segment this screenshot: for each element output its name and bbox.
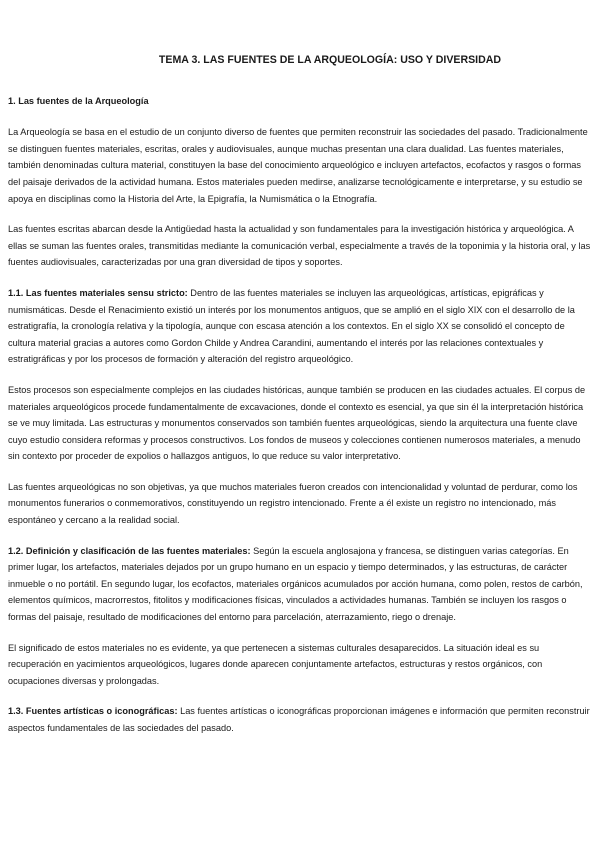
section-heading-1-2: 1.2. Definición y clasificación de las fuentes materiales: — [8, 545, 251, 556]
paragraph-historic-cities: Estos procesos son especialmente complejos en las ciudades históricas, aunque también se producen en las ciudades actuales. El corpus de materiales arqueológicos procede fundamentalmente de excavaciones, donde el contexto es esencial, ya que sin él la interpretación histórica se ve muy limitada. Las estructuras y monumentos conservados son también fuentes arqueológicas, siendo la arquitectura una fuente clave cuyo estudio considera reformas y procesos constructivos. Los fondos de museos y colecciones contienen numerosos materiales, a menudo sin contexto por proceder de expolios o hallazgos antiguos, lo que reduce su valor interpretativo. — [8, 384, 586, 462]
paragraph-section-1-2 — [8, 543, 592, 626]
section-1-2-text: Según la escuela anglosajona y francesa, se distinguen varias categorías. En primer lugar, los artefactos, materiales dejados por un grupo humano en un espacio y tiempo determinados, y las estructuras, de carácter inmueble o no portátil. En segundo lugar, los ecofactos, materiales orgánicos acumulados por acción humana, como polen, restos de carbón, elementos químicos, macrorrestos, fitolitos y modificaciones físicas, vinculados a actividades humanas. También se incluyen los rasgos o formas del paisaje, resultado de modificaciones del entorno para parcelación, aterrazamiento, riego o drenaje. — [8, 545, 583, 623]
paragraph-intro: La Arqueología se basa en el estudio de un conjunto diverso de fuentes que permiten reconstruir las sociedades del pasado. Tradicionalmente se distinguen fuentes materiales, escritas, orales y audiovisuales, aunque muchas presentan una clara dualidad. Las fuentes materiales, también denominadas cultura material, constituyen la base del conocimiento arqueológico e incluyen artefactos, ecofactos y rasgos o formas del paisaje derivados de la actividad humana. Estos materiales pueden medirse, analizarse tecnológicamente e interpretarse, y su estudio se apoya en disciplinas como la Historia del Arte, la Epigrafía, la Numismática o la Etnografía. — [8, 127, 588, 204]
paragraph-objectivity: Las fuentes arqueológicas no son objetivas, ya que muchos materiales fueron creados con intencionalidad y voluntad de perdurar, como los monumentos funerarios o conmemorativos, constituyendo un registro intencionado. Frente a él existe un registro no intencionado, más espontáneo y cercano a la realidad social. — [8, 481, 578, 526]
paragraph-section-1-1 — [8, 285, 592, 368]
section-heading-1: 1. Las fuentes de la Arqueología — [8, 95, 149, 106]
section-heading-1-3: 1.3. Fuentes artísticas o iconográficas: — [8, 706, 178, 717]
section-1-3-text: Las fuentes artísticas o iconográficas proporcionan imágenes e información que permiten reconstruir aspectos fundamentales de las sociedades del pasado. — [8, 706, 590, 733]
section-1-1-text: Dentro de las fuentes materiales se incluyen las arqueológicas, artísticas, epigráficas y numismáticas. Desde el Renacimiento existió un interés por los monumentos antiguos, que se amplió en el siglo XIX con el desarrollo de la estratigrafía, la cronología relativa y la tipología, aunque con escasa atención a los contextos. En el siglo XX se consolidó el concepto de cultura material gracias a autores como Gordon Childe y Andrea Carandini, aumentando el interés por las relaciones contextuales y estratigráficas y por los procesos de formación y alteración del registro arqueológico. — [8, 287, 575, 365]
paragraph-meaning: El significado de estos materiales no es evidente, ya que pertenecen a sistemas culturales desaparecidos. La situación ideal es su recuperación en yacimientos arqueológicos, lugares donde aparecen conjuntamente artefactos, estructuras y restos orgánicos, con ocupaciones diversas y prolongadas. — [8, 642, 543, 686]
paragraph-section-1-3 — [8, 703, 592, 736]
section-heading-1-1: 1.1. Las fuentes materiales sensu stricto: — [8, 287, 188, 298]
document-title: TEMA 3. LAS FUENTES DE LA ARQUEOLOGÍA: USO Y DIVERSIDAD — [158, 54, 502, 66]
paragraph-written-sources: Las fuentes escritas abarcan desde la Antigüedad hasta la actualidad y son fundamentales para la investigación histórica y arqueológica. A ellas se suman las fuentes orales, transmitidas mediante la comunicación verbal, especialmente a través de la toponimia y la historia oral, y las fuentes audiovisuales, caracterizadas por una gran diversidad de tipos y soportes. — [8, 224, 591, 268]
